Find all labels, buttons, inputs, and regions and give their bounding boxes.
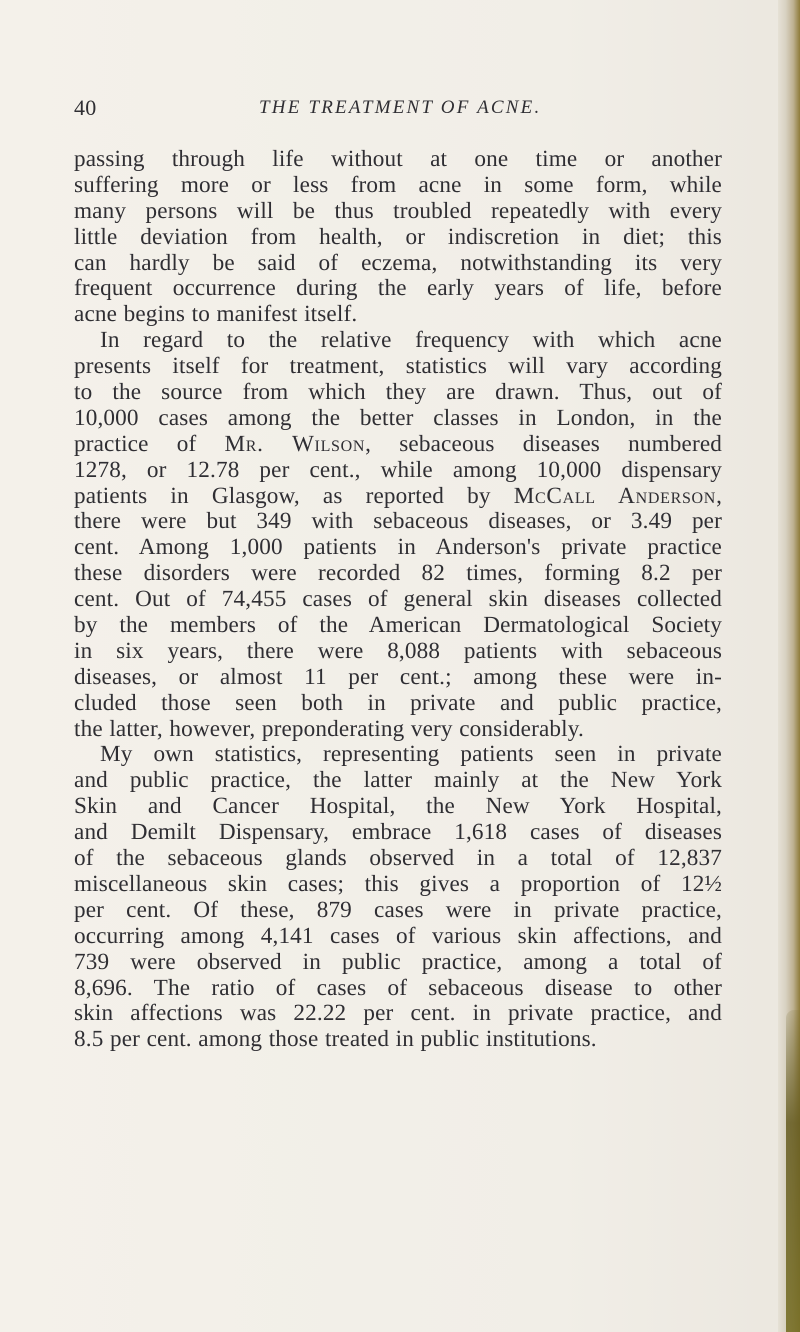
text-line: the latter, however, preponderating very considerably. [74,715,584,742]
text-fragment: patients in Glasgow, as reported by [74,482,514,509]
text-line: 10,000 cases among the better classes in London, in the [74,404,722,431]
text-line: can hardly be said of eczema, notwithstanding its very [74,249,722,276]
text-line: presents itself for treatment, statistics will vary according [74,353,722,380]
text-line: 739 were observed in public practice, among a total of [74,948,722,975]
author-name: McCall Anderson [513,482,717,509]
page-edge-shadow [786,1010,800,1332]
text-fragment: , [716,482,723,509]
text-line: and Demilt Dispensary, embrace 1,618 cases of diseases [74,819,722,846]
text-line: 8,696. The ratio of cases of sebaceous disease to other [74,974,722,1001]
body-text [74,147,722,1053]
text-line: cent. Out of 74,455 cases of general skin diseases collected [74,586,722,613]
text-line: there were but 349 with sebaceous diseases, or 3.49 per [74,508,722,535]
running-head [74,94,722,122]
text-line: many persons will be thus troubled repeatedly with every [74,197,722,224]
text-line: occurring among 4,141 cases of various skin affections, and [74,922,722,949]
text-line: Skin and Cancer Hospital, the New York Hospital, [74,793,722,820]
text-fragment: , sebaceous diseases numbered [365,430,722,457]
text-line: cent. Among 1,000 patients in Anderson's private practice [74,534,722,561]
text-line: in six years, there were 8,088 patients with sebaceous [74,637,722,664]
text-line: to the source from which they are drawn. Thus, out of [74,379,722,406]
text-line: suffering more or less from acne in some form, while [74,171,722,198]
author-name: Mr. Wilson [224,430,366,457]
text-line: by the members of the American Dermatological Society [74,612,722,639]
text-line: of the sebaceous glands observed in a total of 12,837 [74,845,722,872]
text-line: these disorders were recorded 82 times, forming 8.2 per [74,560,722,587]
text-line [74,432,722,458]
text-line: skin affections was 22.22 per cent. in private practice, and [74,1000,722,1027]
text-line: In regard to the relative frequency with which acne [100,327,722,354]
text-line: 8.5 per cent. among those treated in public institutions. [74,1026,597,1053]
text-line: cluded those seen both in private and public practice, [74,689,722,716]
page-number: 40 [74,95,97,120]
text-line: acne begins to manifest itself. [74,301,358,328]
running-title: THE TREATMENT OF ACNE. [259,97,542,118]
text-line [74,484,722,510]
text-line: diseases, or almost 11 per cent.; among these were in- [74,663,722,690]
text-line: passing through life without at one time or another [74,146,722,172]
text-line: My own statistics, representing patients seen in private [100,741,722,768]
text-line: per cent. Of these, 879 cases were in private practice, [74,896,722,923]
text-fragment: practice of [74,430,225,457]
text-line: 1278, or 12.78 per cent., while among 10,000 dispensary [74,456,722,483]
text-line: frequent occurrence during the early years of life, before [74,275,722,302]
text-line: little deviation from health, or indiscretion in diet; this [74,223,722,250]
text-line: and public practice, the latter mainly at the New York [74,767,722,794]
text-line: miscellaneous skin cases; this gives a proportion of 12½ [74,870,722,897]
